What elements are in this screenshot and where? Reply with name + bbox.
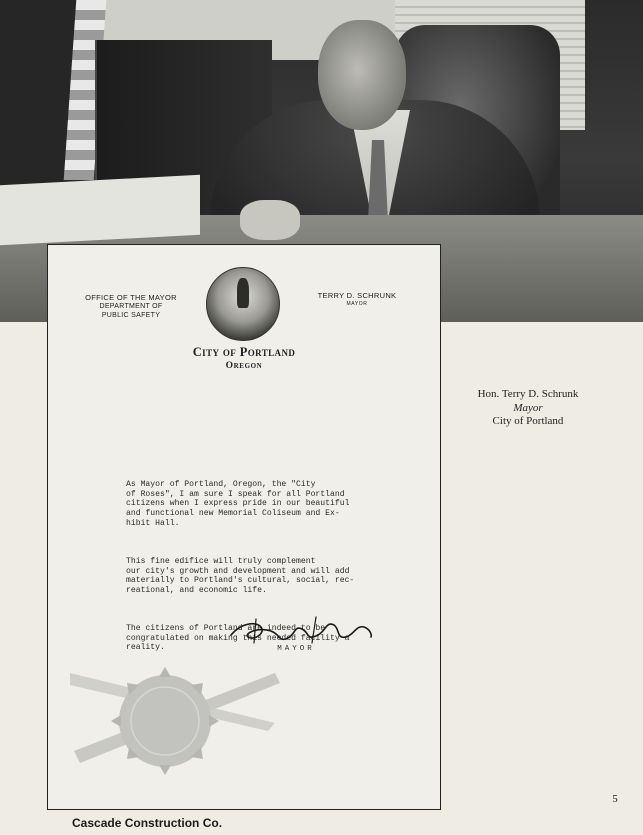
- seal-figure: [237, 278, 249, 308]
- photo-person-head: [318, 20, 406, 130]
- mayor-letter: [47, 244, 441, 810]
- letter-paragraph-1: As Mayor of Portland, Oregon, the "City of Roses", I am sure I speak for all Portland citizens when I express pride in our beautiful and functional new Memorial Coliseum and Ex- hibit Hall.: [126, 480, 350, 528]
- letterhead-mayor-name: TERRY D. SCHRUNK: [317, 291, 397, 300]
- caption-city: City of Portland: [492, 415, 564, 427]
- photo-person-hand: [240, 200, 300, 240]
- letterhead-mayor: [302, 291, 412, 307]
- letterhead-mayor-title: MAYOR: [346, 301, 368, 307]
- letterhead-state: Oregon: [225, 361, 263, 371]
- city-seal-icon: [206, 267, 280, 341]
- signature-caption: MAYOR: [277, 645, 315, 653]
- letterhead-office-line1: OFFICE OF THE MAYOR: [85, 293, 177, 302]
- letterhead-city-title: [48, 345, 440, 371]
- footer-company: Cascade Construction Co.: [72, 816, 223, 830]
- caption-name: Hon. Terry D. Schrunk: [477, 388, 579, 400]
- letterhead-office-line3: PUBLIC SAFETY: [101, 312, 161, 319]
- letterhead-office-line2: DEPARTMENT OF: [99, 303, 163, 310]
- photo-caption: [455, 388, 601, 429]
- letter-body: [126, 461, 384, 682]
- letter-paragraph-3: The citizens of Portland are indeed to be congratulated on making this needed facility a reality.: [126, 624, 350, 653]
- embossed-seal-icon: [70, 665, 280, 775]
- photo-papers: [0, 175, 200, 245]
- letterhead-city: City of Portland: [192, 345, 296, 359]
- page-number: 5: [612, 793, 618, 805]
- signature-icon: [226, 613, 376, 647]
- letterhead-office: [76, 293, 186, 320]
- letter-paragraph-2: This fine edifice will truly complement our city's growth and development and will add materially to Portland's cultural, social, rec- reational, and economic life.: [126, 556, 355, 595]
- caption-title: Mayor: [513, 401, 543, 414]
